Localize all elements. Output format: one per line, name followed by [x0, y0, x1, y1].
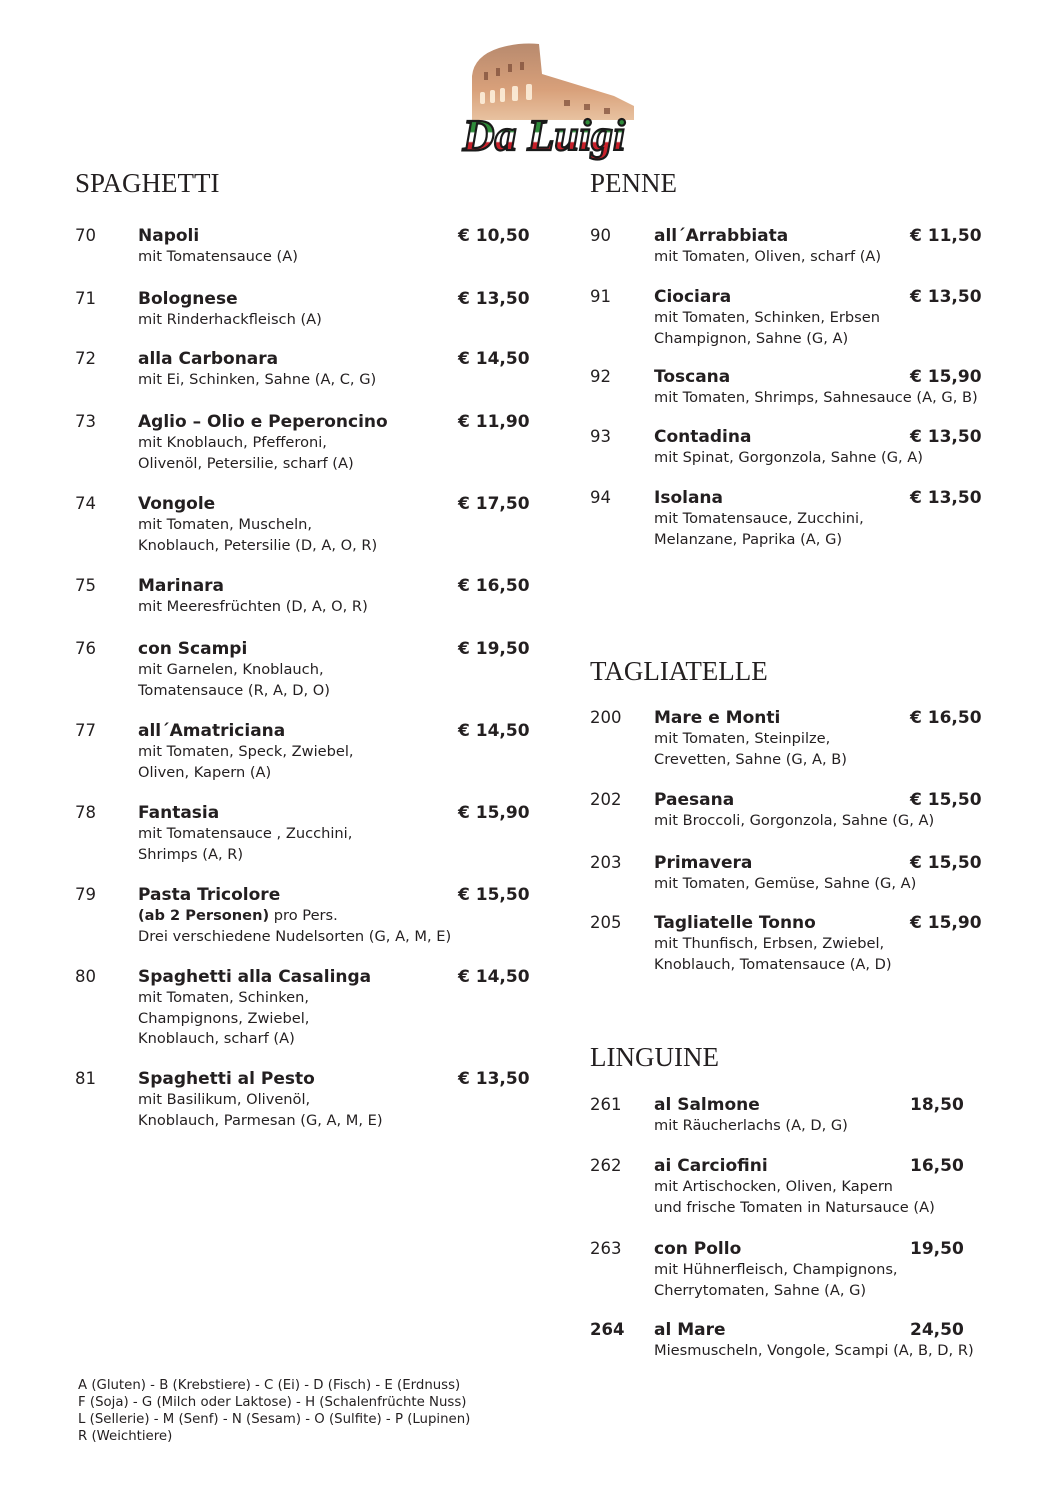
item-number: 264: [590, 1320, 625, 1339]
item-description-line: mit Broccoli, Gorgonzola, Sahne (G, A): [654, 812, 935, 829]
item-description: [138, 515, 377, 556]
item-number: 78: [75, 803, 96, 822]
item-description: [138, 906, 451, 947]
item-description-line: Champignon, Sahne (G, A): [654, 329, 849, 347]
item-description-line: mit Tomaten, Steinpilze,: [654, 730, 831, 747]
item-price: € 15,90: [910, 367, 982, 387]
item-price: € 17,50: [458, 494, 530, 514]
section-title-spaghetti: SPAGHETTI: [75, 168, 220, 198]
item-description: [138, 742, 354, 783]
item-description-line: [138, 906, 451, 927]
item-description-line: mit Tomaten, Gemüse, Sahne (G, A): [654, 875, 917, 892]
item-description: [654, 448, 923, 469]
item-number: 76: [75, 639, 96, 658]
item-description-line: Cherrytomaten, Sahne (A, G): [654, 1281, 867, 1299]
item-description: [138, 988, 309, 1050]
item-price: € 15,90: [910, 913, 982, 933]
item-description-line: mit Ei, Schinken, Sahne (A, C, G): [138, 371, 377, 388]
item-name: Primavera: [654, 853, 753, 873]
item-name: Vongole: [138, 494, 216, 514]
item-description-line: mit Garnelen, Knoblauch,: [138, 661, 324, 678]
item-number: 77: [75, 721, 96, 740]
item-number: 262: [590, 1156, 622, 1175]
item-number: 75: [75, 576, 96, 595]
item-price: € 19,50: [458, 639, 530, 659]
item-description-line: mit Tomatensauce , Zucchini,: [138, 825, 353, 842]
item-description-line: mit Räucherlachs (A, D, G): [654, 1117, 848, 1134]
item-description-line: Oliven, Kapern (A): [138, 763, 272, 781]
item-description-line: mit Tomatensauce (A): [138, 248, 298, 265]
item-name: Spaghetti alla Casalinga: [138, 967, 372, 987]
item-price: € 11,90: [458, 412, 530, 432]
item-description-line: Knoblauch, Parmesan (G, A, M, E): [138, 1111, 383, 1129]
item-description-line: mit Tomaten, Speck, Zwiebel,: [138, 743, 354, 760]
item-description-line: mit Basilikum, Olivenöl,: [138, 1091, 311, 1108]
item-description: [654, 509, 864, 550]
item-price: € 15,90: [458, 803, 530, 823]
item-description: [138, 824, 352, 865]
item-number: 205: [590, 913, 622, 932]
item-description-line: mit Rinderhackfleisch (A): [138, 311, 322, 328]
item-description-line: mit Tomaten, Oliven, scharf (A): [654, 248, 882, 265]
allergen-legend-line: R (Weichtiere): [78, 1429, 173, 1444]
item-number: 261: [590, 1095, 622, 1114]
item-name: Ciociara: [654, 287, 732, 307]
item-number: 203: [590, 853, 622, 872]
item-number: 263: [590, 1239, 622, 1258]
item-number: 79: [75, 885, 96, 904]
item-description-line: mit Tomaten, Schinken, Erbsen: [654, 309, 880, 326]
item-description: [138, 370, 376, 391]
item-description-line: mit Artischocken, Oliven, Kapern: [654, 1178, 893, 1195]
item-description: [654, 1116, 848, 1137]
item-description-line: mit Tomaten, Muscheln,: [138, 516, 313, 533]
item-name: all´Amatriciana: [138, 721, 286, 741]
item-description: [654, 934, 892, 975]
item-name: Fantasia: [138, 803, 220, 823]
item-description: [654, 729, 847, 770]
item-description-line: Tomatensauce (R, A, D, O): [138, 681, 330, 699]
item-name: Pasta Tricolore: [138, 885, 281, 905]
item-name: all´Arrabbiata: [654, 226, 789, 246]
item-name: ai Carciofini: [654, 1156, 768, 1176]
item-description-line: Knoblauch, Petersilie (D, A, O, R): [138, 536, 378, 554]
item-description: [654, 874, 916, 895]
item-name: Aglio – Olio e Peperoncino: [138, 412, 388, 432]
item-number: 70: [75, 226, 96, 245]
item-description-line: mit Spinat, Gorgonzola, Sahne (G, A): [654, 449, 923, 466]
item-name: al Mare: [654, 1320, 726, 1340]
item-price: € 15,50: [910, 790, 982, 810]
item-price: € 14,50: [458, 721, 530, 741]
item-name: Paesana: [654, 790, 735, 810]
item-name: Contadina: [654, 427, 752, 447]
item-price: € 11,50: [910, 226, 982, 246]
item-number: 90: [590, 226, 611, 245]
item-number: 93: [590, 427, 611, 446]
item-price: € 15,50: [910, 853, 982, 873]
item-description: [138, 247, 298, 268]
item-description: [654, 308, 880, 349]
item-number: 73: [75, 412, 96, 431]
item-description-line: Crevetten, Sahne (G, A, B): [654, 750, 847, 768]
item-description-line: Miesmuscheln, Vongole, Scampi (A, B, D, R): [654, 1342, 974, 1359]
item-number: 200: [590, 708, 622, 727]
item-name: Marinara: [138, 576, 225, 596]
item-description: [654, 1260, 898, 1301]
item-description-line: mit Knoblauch, Pfefferoni,: [138, 434, 327, 451]
item-price: 18,50: [910, 1095, 964, 1115]
item-description-line: Melanzane, Paprika (A, G): [654, 530, 843, 548]
item-price: 16,50: [910, 1156, 964, 1176]
item-description-line: Drei verschiedene Nudelsorten (G, A, M, E): [138, 927, 452, 945]
section-title-tagliatelle: TAGLIATELLE: [590, 656, 768, 686]
item-description-line: mit Thunfisch, Erbsen, Zwiebel,: [654, 935, 885, 952]
item-name: Spaghetti al Pesto: [138, 1069, 315, 1089]
item-description-line: mit Tomaten, Shrimps, Sahnesauce (A, G, B): [654, 389, 978, 406]
item-number: 91: [590, 287, 611, 306]
item-description: [654, 388, 978, 409]
allergen-legend: [78, 1377, 470, 1445]
item-price: € 13,50: [458, 1069, 530, 1089]
item-price: 19,50: [910, 1239, 964, 1259]
item-description: [654, 1177, 935, 1218]
allergen-legend-line: A (Gluten) - B (Krebstiere) - C (Ei) - D (Fisch) - E (Erdnuss): [78, 1378, 461, 1393]
item-number: 80: [75, 967, 96, 986]
item-description: [138, 660, 330, 701]
item-number: 72: [75, 349, 96, 368]
item-name: Napoli: [138, 226, 200, 246]
item-number: 74: [75, 494, 96, 513]
item-price: € 10,50: [458, 226, 530, 246]
item-price: € 16,50: [458, 576, 530, 596]
item-name: con Scampi: [138, 639, 248, 659]
item-name: alla Carbonara: [138, 349, 279, 369]
item-description-line: Knoblauch, scharf (A): [138, 1030, 295, 1047]
item-name: Toscana: [654, 367, 731, 387]
item-description-line: Knoblauch, Tomatensauce (A, D): [654, 955, 892, 973]
item-name: Mare e Monti: [654, 708, 781, 728]
item-price: € 14,50: [458, 349, 530, 369]
item-name: Isolana: [654, 488, 723, 508]
section-title-penne: PENNE: [590, 168, 677, 198]
item-description: [138, 433, 354, 474]
item-serving-unit: pro Pers.: [269, 907, 338, 924]
item-description: [654, 1341, 974, 1362]
item-name: al Salmone: [654, 1095, 760, 1115]
item-price: € 13,50: [910, 287, 982, 307]
item-description: [138, 1090, 383, 1131]
item-name: con Pollo: [654, 1239, 742, 1259]
item-description: [654, 811, 934, 832]
logo-text: Da Luigi: [462, 111, 626, 160]
allergen-legend-line: L (Sellerie) - M (Senf) - N (Sesam) - O (Sulfite) - P (Lupinen): [78, 1412, 471, 1427]
item-description-line: mit Tomaten, Schinken,: [138, 989, 310, 1006]
item-description-line: Champignons, Zwiebel,: [138, 1009, 310, 1027]
item-description-line: mit Meeresfrüchten (D, A, O, R): [138, 598, 368, 615]
item-price: 24,50: [910, 1320, 964, 1340]
item-price: € 13,50: [910, 427, 982, 447]
item-description-line: mit Hühnerfleisch, Champignons,: [654, 1261, 898, 1278]
colosseum-logo-image: [444, 36, 644, 162]
item-description-line: mit Tomatensauce, Zucchini,: [654, 510, 864, 527]
item-name: Tagliatelle Tonno: [654, 913, 816, 933]
item-number: 94: [590, 488, 611, 507]
allergen-legend-line: F (Soja) - G (Milch oder Laktose) - H (Schalenfrüchte Nuss): [78, 1395, 467, 1410]
item-price: € 15,50: [458, 885, 530, 905]
item-number: 81: [75, 1069, 96, 1088]
item-serving-note: (ab 2 Personen): [138, 907, 270, 924]
item-description: [138, 310, 322, 331]
item-number: 71: [75, 289, 96, 308]
item-description-line: und frische Tomaten in Natursauce (A): [654, 1198, 935, 1216]
item-description-line: Olivenöl, Petersilie, scharf (A): [138, 454, 354, 472]
da-luigi-logo: [444, 36, 644, 162]
item-price: € 13,50: [458, 289, 530, 309]
section-title-linguine: LINGUINE: [590, 1042, 719, 1072]
item-price: € 13,50: [910, 488, 982, 508]
item-description-line: Shrimps (A, R): [138, 845, 244, 863]
item-description: [654, 247, 881, 268]
item-price: € 14,50: [458, 967, 530, 987]
item-name: Bolognese: [138, 289, 238, 309]
item-price: € 16,50: [910, 708, 982, 728]
item-number: 92: [590, 367, 611, 386]
item-description: [138, 597, 368, 618]
item-number: 202: [590, 790, 622, 809]
